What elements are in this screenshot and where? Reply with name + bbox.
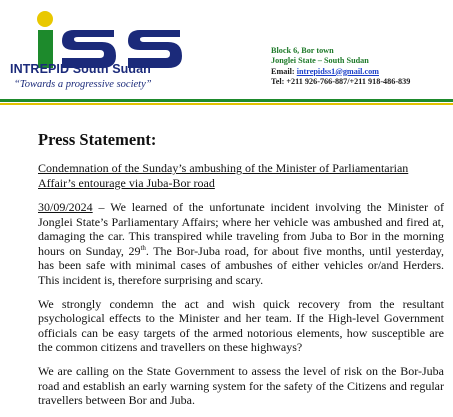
- header-divider-green: [0, 99, 453, 102]
- paragraph-1-text-a: – We learned of the unfortunate incident involving the Minister of Jonglei State’s Parliamentary Affairs; where her vehicle was ambushed and fired at, damaging the car. This transpired while traveling from Juba to Bor in the morning hours on Sunday, 29: [38, 200, 444, 258]
- contact-block: [271, 46, 410, 87]
- statement-body: [38, 130, 444, 417]
- email-link[interactable]: intrepidss1@gmail.com: [296, 66, 379, 76]
- email-label: Email:: [271, 66, 297, 76]
- address-line-2: Jonglei State – South Sudan: [271, 56, 369, 66]
- paragraph-2: We strongly condemn the act and wish quick recovery from the resultant psychological effects to the Minister and her team. If the High-level Government officials can be easy targets of the armed notorious elements, how susceptible are the common citizens and travellers on these highways?: [38, 296, 444, 355]
- ordinal-suffix: th: [140, 243, 146, 252]
- page-title: Press Statement:: [38, 130, 157, 149]
- statement-date: 30/09/2024: [38, 200, 93, 214]
- letterhead: [0, 0, 453, 102]
- statement-subject: Condemnation of the Sunday’s ambushing of the Minister of Parliamentarian Affair’s entourage via Juba-Bor road: [38, 161, 409, 190]
- organization-name: INTREPID South Sudan: [10, 62, 151, 76]
- paragraph-1: [38, 200, 444, 288]
- phone-line: Tel: +211 926-766-887/+211 918-486-839: [271, 76, 411, 86]
- address-line-1: Block 6, Bor town: [271, 46, 334, 55]
- organization-motto: “Towards a progressive society”: [14, 79, 152, 90]
- header-divider-gold: [0, 103, 453, 105]
- paragraph-3: We are calling on the State Government to assess the level of risk on the Bor-Juba road and establish an early warning system for the safety of the Citizens and regular travellers between Bor and Juba.: [38, 363, 444, 408]
- email-line: [271, 67, 410, 77]
- paragraph-1-text-b: . The Bor-Juba road, for about five months, until yesterday, has been safe with minimal cases of ambushes of either vehicles or/and Herders. This incident is, therefore surprising and scary.: [38, 243, 444, 287]
